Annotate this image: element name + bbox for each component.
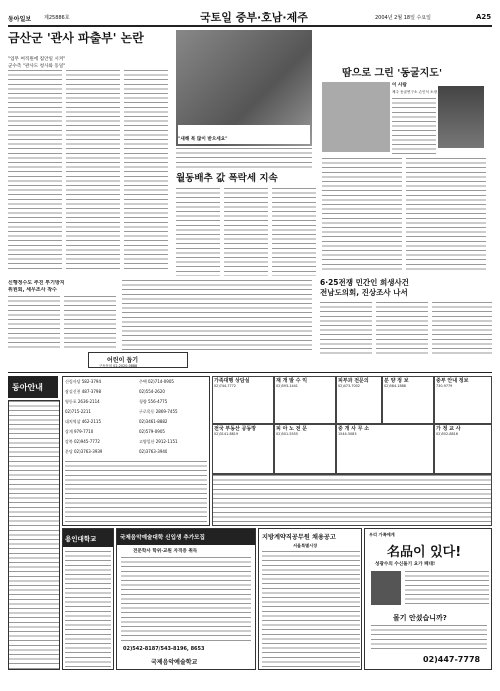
listing-item: 강북 02)945-7772	[65, 439, 100, 444]
classified-ad[interactable]: 중 개 사 무 소 1544-5083	[336, 424, 434, 474]
small-story	[8, 280, 118, 350]
portrait-photo	[438, 86, 484, 148]
mid-story-headline: 월동배추 값 폭락세 지속	[176, 173, 278, 184]
photo-caption-body	[176, 148, 312, 170]
classified-ad[interactable]: 가족대행 상담실 02)744-7772	[212, 376, 274, 424]
listing-item: 청량 556-4775	[139, 399, 168, 404]
listing-item: 02)3461-8882	[139, 419, 168, 424]
phone-listings	[62, 376, 210, 526]
small-story-body	[8, 296, 60, 348]
classifieds-grid	[212, 376, 492, 526]
war-story-headline: 6·25전쟁 민간인 희생사건	[320, 278, 409, 287]
photo-story-body	[322, 158, 402, 270]
listing-item: 02)3763-3940	[139, 449, 168, 454]
photo-story	[320, 30, 492, 276]
small-story-headline-2: 위원회, 세무조사 착수	[8, 287, 57, 293]
product-title: 名品이 있다!	[387, 545, 462, 560]
masthead	[0, 0, 500, 26]
war-story-subhead: 전남도의회, 진상조사 나서	[320, 288, 408, 297]
top-story-body	[66, 70, 120, 270]
product-phone: 02)447-7778	[423, 655, 481, 664]
cave-map-photo	[322, 82, 390, 152]
paper-name: 동아일보	[8, 16, 32, 23]
issue-number: 제25886호	[44, 15, 70, 21]
top-story-body	[124, 70, 168, 270]
listing-item: 구로목동 2869-7455	[139, 409, 178, 414]
page-number: A25	[476, 13, 492, 21]
photo-caption: "새해 복 많이 받으세요"	[178, 125, 310, 144]
top-story	[8, 30, 168, 276]
listing-item: 02)579-0905	[139, 429, 165, 434]
photo-story-body	[406, 158, 486, 270]
issue-date: 2004년 2월 18일 수요일	[375, 15, 432, 21]
war-story-body	[376, 302, 428, 356]
art-school-body	[121, 557, 251, 643]
product-photo	[371, 571, 401, 605]
art-school-subtitle: 전문학사 학위·교원 자격증 취득	[133, 549, 198, 554]
small-story-body	[64, 296, 116, 348]
listing-item: 잠실신천 487-3798	[65, 389, 101, 394]
small-story-headline-1: 신행정수도 추진 투기방지	[8, 280, 65, 286]
product-subtitle: 성광수의 수신돌기 요가 페대!	[375, 562, 436, 567]
listing-item: 영등포 2636-2114	[65, 399, 100, 404]
product-tag: 우리 가족에게	[369, 532, 395, 537]
listing-item: 02)554-2620	[139, 389, 165, 394]
photo-story-headline: 땀으로 그린 '동굴지도'	[342, 68, 443, 79]
yongin-body	[65, 551, 111, 667]
listing-item: 주택 02)714-0905	[139, 379, 174, 384]
mid-story-body	[272, 188, 316, 276]
art-school-phone: 02)542-8187/543-8196, 8653	[123, 646, 205, 652]
listing-item: 대치역삼 462-2115	[65, 419, 101, 424]
story-body	[122, 280, 312, 350]
product-ad[interactable]	[364, 528, 492, 670]
art-school-url: 국제음악예술학교	[151, 659, 198, 666]
classified-ad[interactable]: 가 정 교 사 02)552-8816	[434, 424, 492, 474]
banner-ad[interactable]	[88, 352, 188, 368]
product-body	[405, 571, 489, 607]
gov-job-body	[262, 551, 360, 667]
product-body	[371, 625, 487, 651]
listing-item: 신림사당 582-3794	[65, 379, 101, 384]
classified-ad[interactable]: 피 아 노 전 문 02)501-5555	[274, 424, 336, 474]
banner-ad-phone: 구독문의 02-2020-0888	[99, 364, 138, 368]
classified-ad[interactable]: 중부 안내 정보 730-9779	[434, 376, 492, 424]
banner-ad-text: 어린이 돕기	[107, 357, 139, 364]
mid-story-body	[224, 188, 268, 276]
classified-ad[interactable]: 분 양 정 보 02)584-1888	[382, 376, 434, 424]
photo-story-body	[392, 98, 436, 158]
mid-story	[176, 170, 316, 278]
section-rule	[8, 372, 492, 373]
yongin-title: 용인대학교	[65, 535, 97, 543]
product-line: 몰기 안셨습니까?	[393, 614, 447, 622]
war-story-body	[320, 302, 372, 356]
top-story-subhead-2: 군수측 "관사도 청사와 동일"	[8, 64, 66, 69]
section-title: 국토일 중부·호남·제주	[200, 11, 308, 24]
donga-guide-list	[8, 400, 60, 670]
top-story-body	[8, 70, 62, 270]
war-story	[320, 278, 492, 358]
yongin-header	[63, 529, 113, 547]
war-story-body	[432, 302, 492, 356]
classified-ad[interactable]: 재 개 발 수 익 02)593-1441	[274, 376, 336, 424]
donga-guide-header	[8, 376, 58, 398]
top-story-headline: 금산군 '관사 파출부' 논란	[8, 31, 144, 45]
gov-job-org: 서울특별시장	[293, 543, 318, 548]
art-school-title: 국제음악예술대학 신입생 추가모집	[120, 535, 205, 541]
classified-ad[interactable]: 피부과 전문의 02)473-7002	[336, 376, 382, 424]
donga-guide-title: 동아안내	[12, 383, 43, 392]
gov-job-title: 지방계약직공무원 채용공고	[262, 534, 336, 541]
listing-item: 고양일산 2912-1151	[139, 439, 178, 444]
listing-item: 02)715-2211	[65, 409, 91, 414]
classified-ad-filler	[212, 474, 492, 526]
art-school-ad[interactable]	[116, 528, 256, 670]
yongin-university-ad[interactable]	[62, 528, 114, 670]
listing-item: 상계 979-7710	[65, 429, 94, 434]
donga-guide-entries	[9, 401, 59, 669]
top-story-subhead-1: "업무 여직원에 집안일 시켜"	[8, 57, 66, 62]
profile-label: 이 사람	[392, 83, 407, 88]
art-school-header	[117, 529, 255, 545]
listing-item: 분당 02)3763-3939	[65, 449, 103, 454]
children-photo	[176, 30, 312, 146]
mid-story-body	[176, 188, 220, 276]
classified-ad[interactable]: 전국 부동산 공동망 02)3141-8819	[212, 424, 274, 474]
profile-byline: 제주 동굴연구소 손인석 소장	[392, 90, 438, 94]
gov-job-ad[interactable]	[258, 528, 362, 670]
listing-extra	[65, 461, 207, 523]
masthead-rule	[8, 25, 492, 27]
